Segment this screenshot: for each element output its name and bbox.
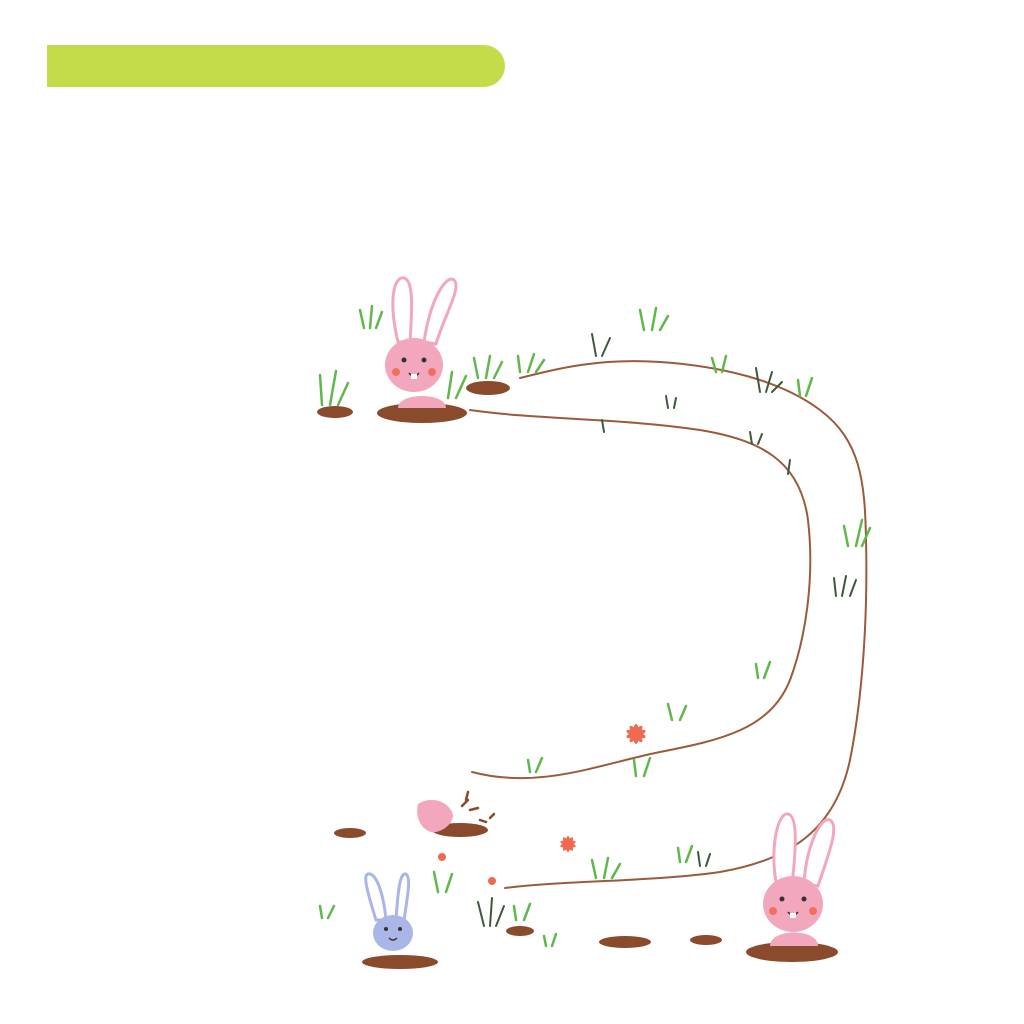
bunny-ear bbox=[424, 279, 456, 344]
bunny-body bbox=[398, 396, 446, 408]
grass-tuft bbox=[478, 898, 504, 926]
grass-tuft bbox=[756, 662, 770, 678]
grass-tuft bbox=[320, 906, 334, 918]
bunny-cheek bbox=[428, 368, 436, 376]
grass-tuft bbox=[834, 576, 856, 596]
dirt-spray bbox=[462, 792, 494, 822]
grass-tuft bbox=[448, 372, 466, 398]
grass-tuft bbox=[750, 432, 762, 444]
flower bbox=[560, 836, 577, 852]
dirt-mound bbox=[506, 926, 534, 936]
bunny-eye bbox=[780, 897, 785, 902]
dirt-mound bbox=[599, 936, 651, 948]
pink-bunny-top-left bbox=[385, 278, 456, 408]
tunnel-outer-line bbox=[505, 361, 866, 888]
bunny-head bbox=[373, 915, 413, 951]
tunnel-inner-line bbox=[470, 410, 810, 778]
bunny-eye bbox=[384, 927, 388, 931]
grass-tuft bbox=[360, 306, 382, 328]
bunny-cheek bbox=[392, 368, 400, 376]
bunny-cheek bbox=[769, 907, 777, 915]
grass-tuft bbox=[518, 354, 544, 372]
dark-grass-tufts bbox=[478, 334, 856, 926]
grass-tuft bbox=[798, 378, 812, 396]
bunny-teeth bbox=[411, 374, 417, 379]
bunny-ear bbox=[396, 874, 409, 922]
tunnel-lines bbox=[470, 361, 866, 888]
flower-bud bbox=[438, 853, 446, 861]
flowers bbox=[438, 724, 646, 885]
bunny-eye bbox=[402, 358, 407, 363]
grass-tuft bbox=[634, 758, 650, 776]
grass-tuft bbox=[434, 872, 452, 892]
bunny-eye bbox=[802, 897, 807, 902]
grass-tuft bbox=[320, 371, 348, 405]
grass-tuft bbox=[544, 934, 556, 946]
grass-tuft bbox=[640, 308, 668, 330]
dirt-mound bbox=[317, 406, 353, 418]
dirt-mound bbox=[334, 828, 366, 838]
pink-bunny-bottom-right bbox=[763, 814, 834, 946]
bunny-eye bbox=[422, 358, 427, 363]
bunny-head bbox=[763, 876, 823, 932]
blue-bunny-bottom-left bbox=[366, 874, 413, 951]
bunny-ear bbox=[804, 820, 834, 886]
flower bbox=[626, 724, 647, 744]
grass-tuft bbox=[666, 396, 676, 408]
dirt-mound bbox=[690, 935, 722, 945]
bunny-cheek bbox=[809, 907, 817, 915]
bunny-head bbox=[385, 338, 443, 392]
grass-tuft bbox=[528, 758, 542, 772]
bunny-ear bbox=[366, 874, 386, 920]
bunny-eye bbox=[398, 927, 402, 931]
grass-tuft bbox=[592, 334, 610, 356]
bunny-body bbox=[770, 933, 818, 947]
dirt-mounds bbox=[317, 381, 838, 969]
bunny-teeth bbox=[790, 913, 796, 918]
grass-tuft bbox=[602, 420, 604, 432]
bunny-ear bbox=[393, 278, 412, 342]
grass-tuft bbox=[514, 904, 530, 920]
dirt-mound bbox=[466, 381, 510, 395]
grass-tuft bbox=[668, 704, 686, 720]
bunny-ear bbox=[774, 814, 795, 884]
bottom-blue-wave-border bbox=[0, 995, 1024, 1024]
dirt-mound bbox=[362, 955, 438, 969]
grass-tuft bbox=[592, 858, 620, 878]
grass-tuft bbox=[474, 356, 502, 378]
grass-tuft bbox=[678, 846, 692, 862]
grass-tuft bbox=[698, 852, 710, 866]
flower-bud bbox=[488, 877, 496, 885]
